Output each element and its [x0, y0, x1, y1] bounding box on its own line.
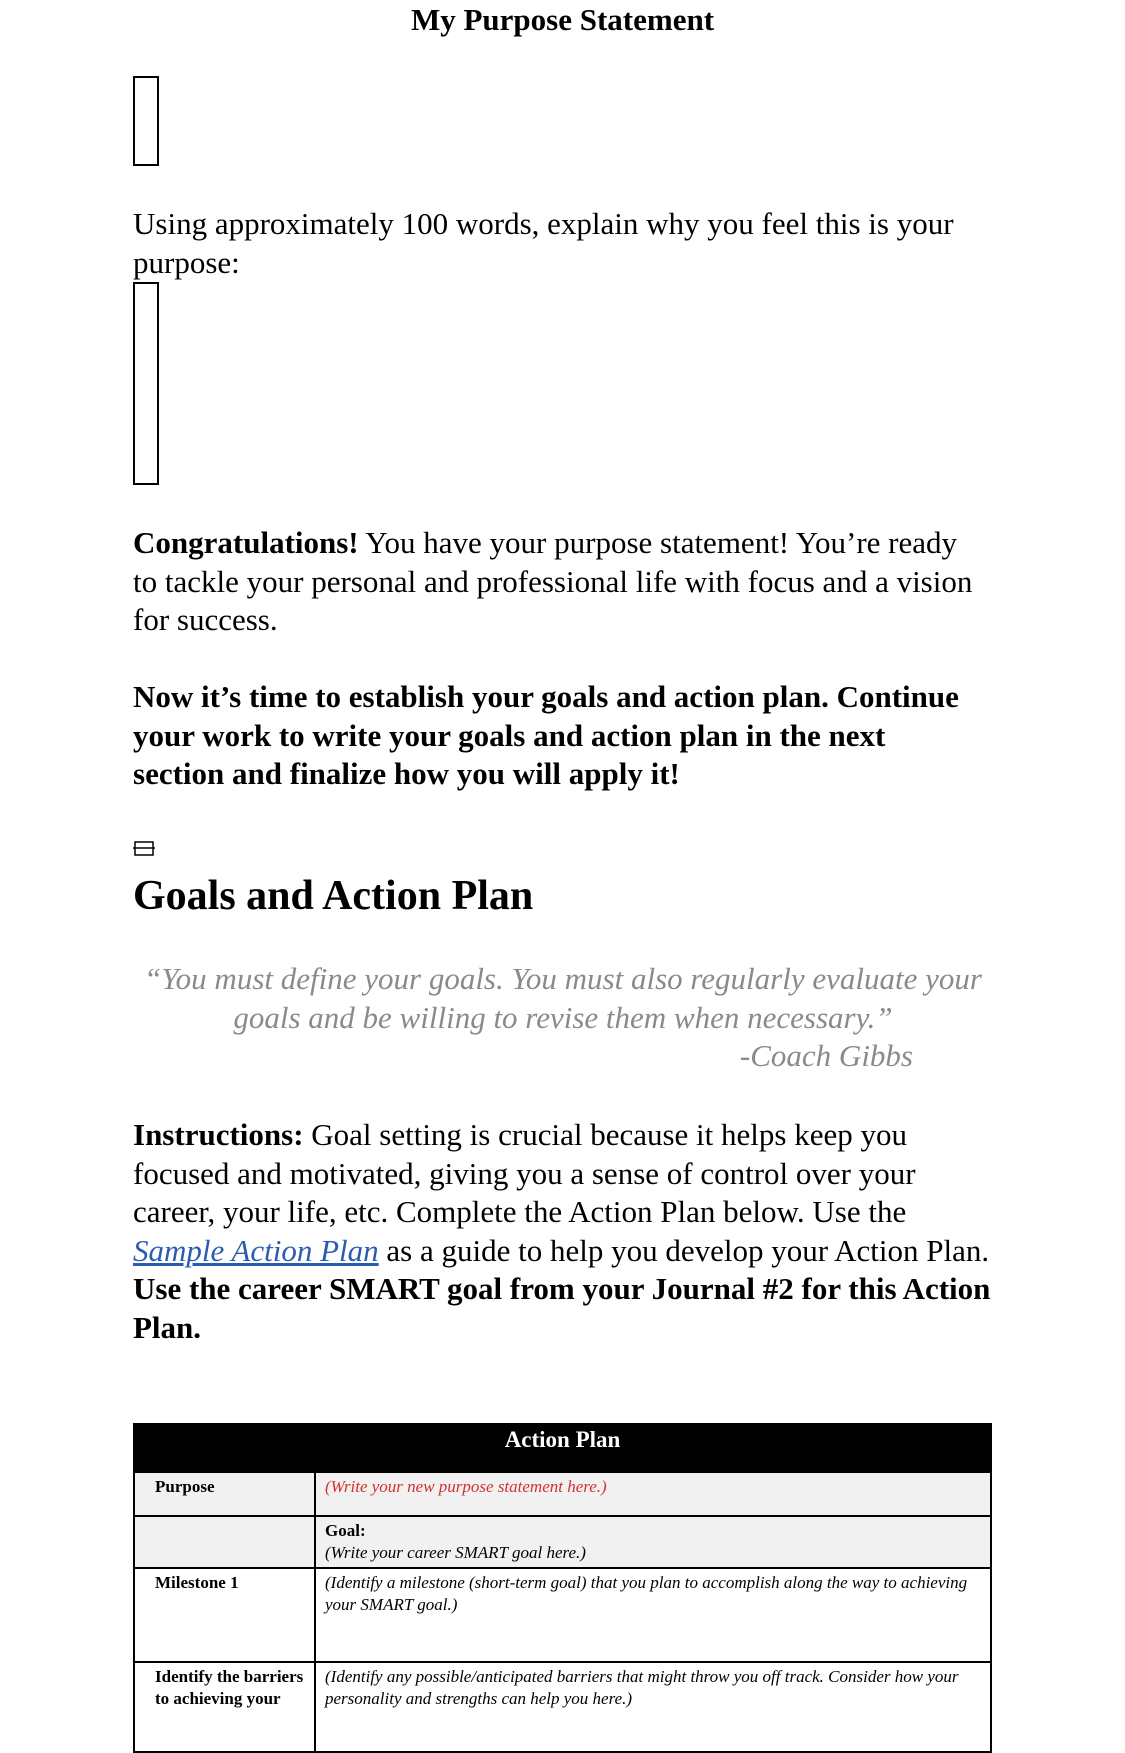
next-steps-paragraph: Now it’s time to establish your goals and action plan. Continue your work to write your goals and action plan in the next section and finalize how you will apply it! — [133, 679, 959, 791]
action-plan-header: Action Plan — [134, 1424, 991, 1472]
instructions-paragraph — [133, 1116, 993, 1347]
quote-block — [133, 960, 993, 1076]
table-row — [134, 1516, 991, 1568]
instructions-label: Instructions: — [133, 1117, 304, 1152]
milestone-1-cell[interactable]: (Identify a milestone (short-term goal) that you plan to accomplish along the way to achieving your SMART goal.) — [315, 1568, 991, 1662]
instructions-bold-tail: Use the career SMART goal from your Journal #2 for this Action Plan. — [133, 1271, 991, 1345]
instructions-text-1: Goal setting is crucial because it helps keep you focused and motivated, giving you a sense of control over your career, your life, etc. Complete the Action Plan below. Use the — [133, 1117, 916, 1229]
congrats-lead: Congratulations! — [133, 525, 359, 560]
action-plan-table — [133, 1423, 992, 1753]
section-heading: Goals and Action Plan — [133, 873, 534, 919]
congrats-paragraph — [133, 524, 978, 640]
goal-cell[interactable] — [315, 1516, 991, 1568]
purpose-explanation-field[interactable] — [133, 282, 159, 485]
row-label-milestone-1: Milestone 1 — [134, 1568, 315, 1662]
congrats-text: You have your purpose statement! You’re ready to tackle your personal and professional life with focus and a vision for success. — [133, 525, 973, 637]
purpose-statement-field[interactable] — [133, 76, 159, 166]
table-row — [134, 1472, 991, 1516]
row-label-purpose: Purpose — [134, 1472, 315, 1516]
quote-attribution: -Coach Gibbs — [739, 1038, 913, 1073]
quote-text: “You must define your goals. You must also regularly evaluate your goals and be willing to revise them when necessary.” — [144, 961, 982, 1035]
barriers-cell[interactable]: (Identify any possible/anticipated barriers that might throw you off track. Consider how your personality and strengths can help you here.) — [315, 1662, 991, 1752]
sample-action-plan-link[interactable]: Sample Action Plan — [133, 1232, 379, 1268]
row-label-barriers: Identify the barriers to achieving your — [134, 1662, 315, 1752]
explain-prompt: Using approximately 100 words, explain why you feel this is your purpose: — [133, 206, 954, 280]
row-label-goal — [134, 1516, 315, 1568]
instructions-text-2: as a guide to help you develop your Action Plan. — [378, 1232, 990, 1268]
purpose-cell[interactable]: (Write your new purpose statement here.) — [315, 1472, 991, 1516]
action-plan-header-row — [134, 1424, 991, 1472]
checkbox-glyph-icon — [133, 840, 155, 856]
table-row — [134, 1568, 991, 1662]
page-title: My Purpose Statement — [410, 2, 715, 37]
goal-placeholder: (Write your career SMART goal here.) — [325, 1543, 586, 1562]
table-row — [134, 1662, 991, 1752]
goal-label: Goal: — [325, 1521, 366, 1540]
